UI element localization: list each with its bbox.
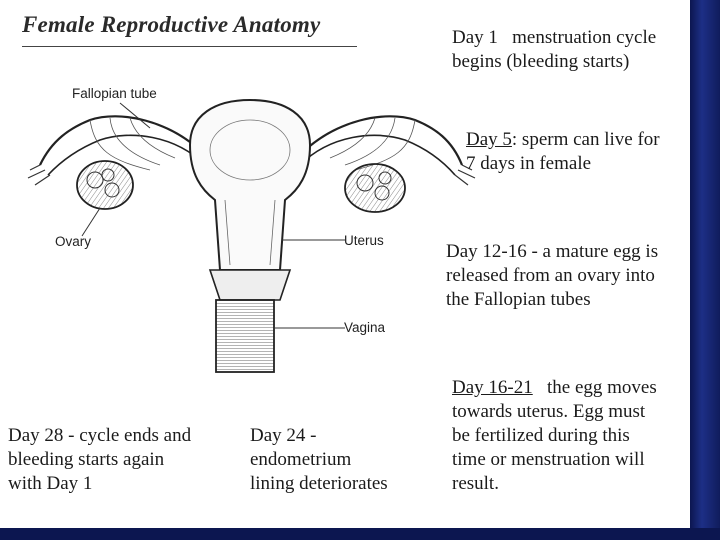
note-day24: Day 24 - endometrium lining deteriorates: [250, 425, 388, 494]
note-day28: Day 28 - cycle ends and bleeding starts again with Day 1: [8, 425, 192, 494]
page-title: Female Reproductive Anatomy: [22, 12, 321, 37]
label-uterus: Uterus: [344, 233, 384, 248]
uterus-shape: [190, 100, 310, 270]
note-day16: Day 16-21 the egg moves towards uterus. Egg must be fertilized during this time or menstruation will result.: [452, 377, 657, 494]
left-ovary: [77, 161, 133, 209]
label-vagina: Vagina: [344, 320, 386, 335]
note-day12: Day 12-16 - a mature egg is released from an ovary into the Fallopian tubes: [446, 241, 659, 310]
right-ovary: [345, 164, 405, 212]
label-ovary: Ovary: [55, 234, 92, 249]
note-day1: Day 1 menstruation cycle begins (bleeding starts): [452, 27, 657, 72]
vagina-shape: [210, 270, 290, 372]
note-day5: Day 5: sperm can live for 7 days in female: [466, 129, 660, 174]
label-fallopian-tube: Fallopian tube: [72, 86, 157, 101]
slide-border: [690, 0, 720, 540]
slide-border-bottom: [0, 528, 720, 540]
